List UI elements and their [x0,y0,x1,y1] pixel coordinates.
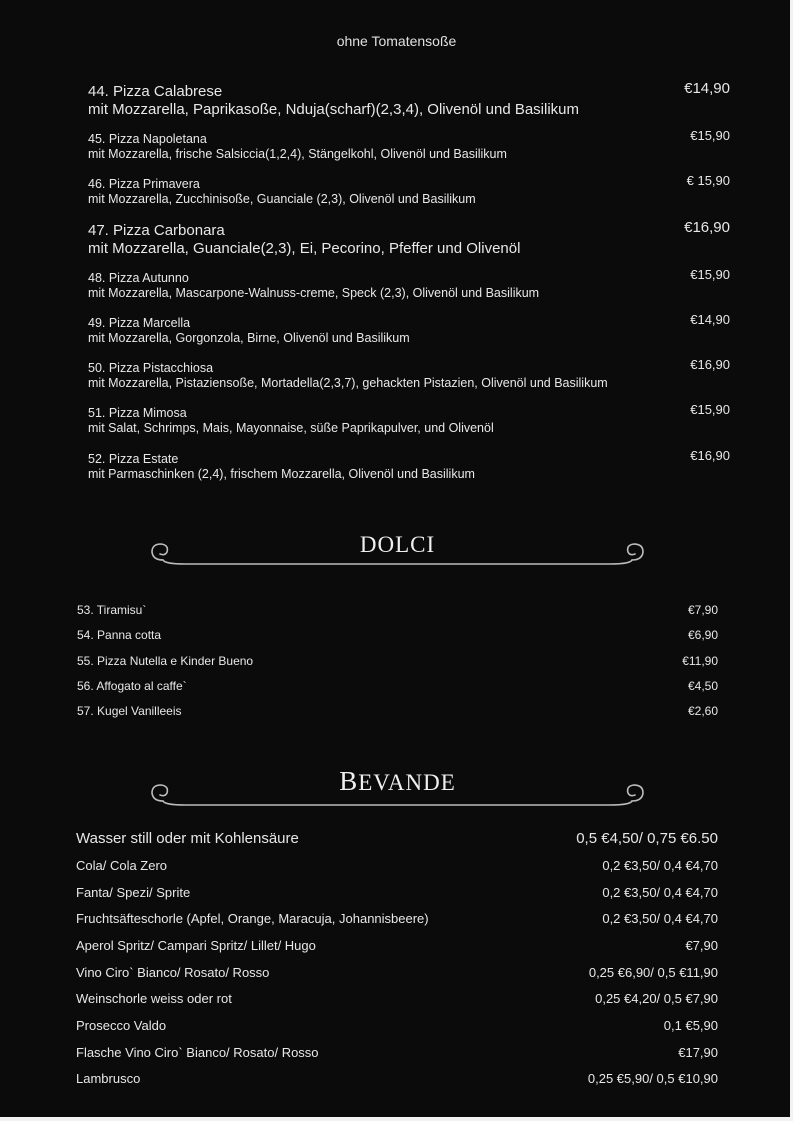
list-item [77,654,718,679]
item-name: 50. Pizza Pistacchiosa [88,361,214,376]
list-item [77,704,718,729]
item-price: €7,90 [687,603,718,617]
item-description: mit Mozzarella, Guanciale(2,3), Ei, Pecorino, Pfeffer und Olivenöl [88,239,521,257]
item-name: Wasser still oder mit Kohlensäure [76,829,299,847]
item-name: 46. Pizza Primavera [88,177,200,192]
item-price: 0,2 €3,50/ 0,4 €4,70 [602,911,718,927]
item-price: €16,90 [690,447,730,463]
item-price: 0,25 €6,90/ 0,5 €11,90 [588,964,718,980]
page-edge [0,1117,793,1121]
item-price: €6,90 [687,628,718,643]
list-item [76,824,718,852]
item-name: 54. Panna cotta [77,628,162,643]
list-item [77,603,718,628]
item-name: 52. Pizza Estate [88,451,179,466]
list-item [76,905,718,932]
item-name: 55. Pizza Nutella e Kinder Bueno [77,653,254,668]
item-name: Cola/ Cola Zero [76,857,168,873]
item-name: Weinschorle weiss oder rot [76,991,232,1007]
item-name: Fanta/ Spezi/ Sprite [76,884,191,900]
menu-item [88,80,730,128]
section-title-rest: EVANDE [358,770,456,795]
list-item [76,959,718,986]
bevande-list [76,824,718,1092]
item-price: 0,2 €3,50/ 0,4 €4,70 [602,884,718,900]
item-price: €15,90 [690,266,730,282]
item-name: 57. Kugel Vanilleeis [77,704,182,719]
list-item [76,1012,718,1039]
section-title [145,766,650,797]
menu-item [88,402,730,447]
list-item [76,1066,718,1093]
item-name: Prosecco Valdo [76,1017,167,1033]
item-description: mit Mozzarella, Pistaziensoße, Mortadella(2,3,7), gehackten Pistazien, Olivenöl und Basilikum [88,376,608,391]
item-name: 45. Pizza Napoletana [88,132,207,146]
section-title: DOLCI [359,532,436,557]
item-name: 49. Pizza Marcella [88,315,191,330]
list-item [76,879,718,906]
bevande-header [145,763,650,803]
item-name: Flasche Vino Ciro` Bianco/ Rosato/ Rosso [76,1044,319,1060]
item-price: €14,90 [690,311,730,327]
menu-item [88,128,730,173]
item-description: mit Mozzarella, Paprikasoße, Nduja(scharf)(2,3,4), Olivenöl und Basilikum [88,101,580,118]
item-name: Fruchtsäfteschorle (Apfel, Orange, Maracuja, Johannisbeere) [76,911,429,927]
menu-item [88,267,730,312]
item-description: mit Mozzarella, Zucchinisoße, Guanciale (2,3), Olivenöl und Basilikum [88,192,476,207]
item-price: €16,90 [690,357,730,373]
dolci-list [77,603,718,729]
item-name: 56. Affogato al caffe` [77,678,187,693]
item-price: 0,25 €5,90/ 0,5 €10,90 [587,1071,718,1087]
item-name: Aperol Spritz/ Campari Spritz/ Lillet/ Hugo [76,937,316,953]
list-item [76,932,718,959]
menu-item [88,219,730,267]
list-item [76,852,718,879]
item-name: 51. Pizza Mimosa [88,406,187,421]
item-price: €15,90 [690,128,730,143]
item-price: €7,90 [685,937,718,953]
item-price: 0,1 €5,90 [663,1017,718,1033]
section-title-initial: B [339,766,359,796]
item-price: €11,90 [682,653,718,668]
item-description: mit Mozzarella, Gorgonzola, Birne, Olivenöl und Basilikum [88,330,410,345]
item-price: 0,5 €4,50/ 0,75 €6.50 [576,829,718,847]
item-name: 44. Pizza Calabrese [88,83,223,100]
list-item [77,679,718,704]
item-description: mit Mozzarella, Mascarpone-Walnuss-creme, Speck (2,3), Olivenöl und Basilikum [88,285,540,300]
list-item [77,628,718,653]
item-description: mit Salat, Schrimps, Mais, Mayonnaise, süße Paprikapulver, und Olivenöl [88,421,494,436]
item-name: 47. Pizza Carbonara [88,221,225,239]
item-name: Lambrusco [76,1071,141,1087]
item-price: €17,90 [678,1044,718,1060]
item-price: €15,90 [690,402,730,418]
item-price: 0,25 €4,20/ 0,5 €7,90 [595,991,718,1007]
item-name: Vino Ciro` Bianco/ Rosato/ Rosso [76,964,270,980]
item-price: €2,60 [687,704,718,719]
item-name: 53. Tiramisu` [77,603,147,617]
item-price: € 15,90 [686,173,730,189]
menu-item [88,312,730,357]
list-item [76,985,718,1012]
item-price: 0,2 €3,50/ 0,4 €4,70 [602,857,718,873]
section-subtitle: ohne Tomatensoße [336,33,457,49]
menu-item [88,448,730,493]
item-description: mit Mozzarella, frische Salsiccia(1,2,4), Stängelkohl, Olivenöl und Basilikum [88,147,507,161]
item-price: €4,50 [687,678,718,693]
item-name: 48. Pizza Autunno [88,270,189,285]
dolci-header [145,530,650,570]
item-price: €16,90 [684,218,730,236]
item-description: mit Parmaschinken (2,4), frischem Mozzarella, Olivenöl und Basilikum [88,466,475,481]
list-item [76,1039,718,1066]
menu-item [88,173,730,218]
menu-item [88,357,730,402]
pizza-list [88,80,730,493]
item-price: €14,90 [684,80,730,97]
